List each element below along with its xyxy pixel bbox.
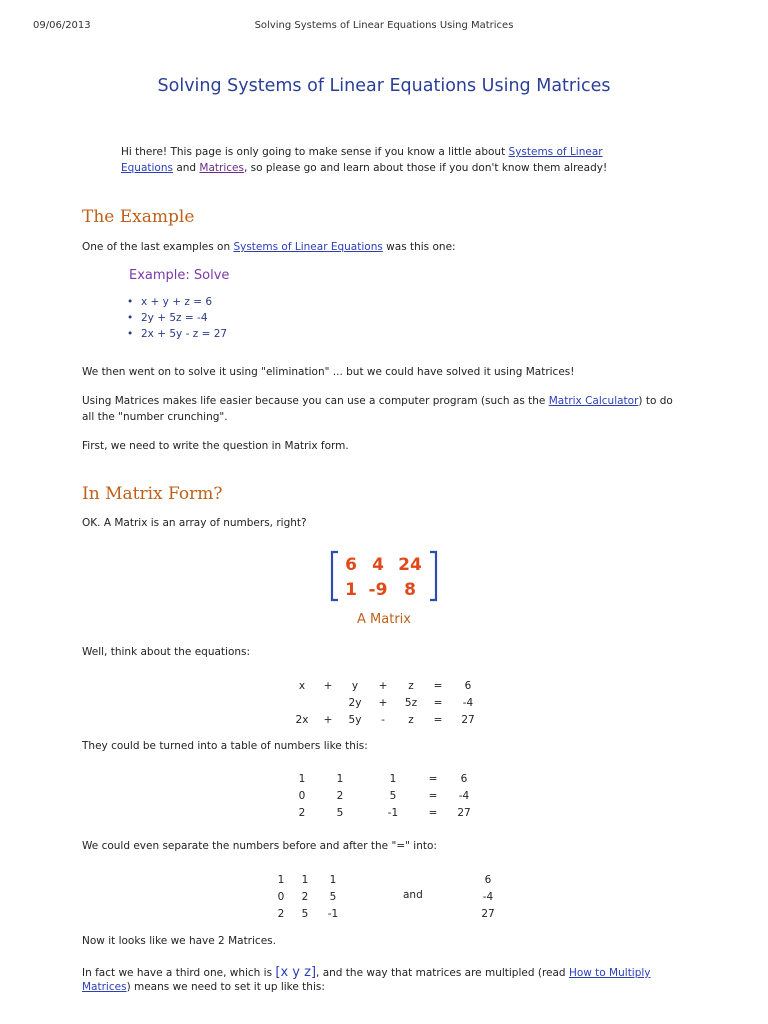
table-cell: 2y bbox=[348, 696, 362, 709]
split-right-matrix bbox=[470, 871, 506, 922]
table-cell: -1 bbox=[387, 806, 399, 819]
separate-numbers-text: We could even separate the numbers before and after the "=" into: bbox=[82, 840, 437, 852]
table-cell: z bbox=[408, 713, 414, 726]
and-label: and bbox=[403, 889, 423, 901]
table-row bbox=[292, 787, 480, 804]
table-cell: -1 bbox=[327, 907, 339, 920]
xyz-matrix: [x y z] bbox=[275, 965, 317, 980]
table-cell: 0 bbox=[277, 890, 285, 903]
matrix-bracket-drawing bbox=[328, 550, 440, 604]
link-systems-of-linear-equations-2[interactable]: Systems of Linear Equations bbox=[233, 241, 383, 253]
text: was this one: bbox=[382, 241, 456, 253]
table-cell: 1 bbox=[298, 772, 306, 785]
matrix-cell: -9 bbox=[368, 580, 388, 600]
equation-table bbox=[290, 677, 484, 728]
equation-list bbox=[127, 294, 227, 342]
list-item: • 2y + 5z = -4 bbox=[127, 310, 227, 326]
table-cell: z bbox=[408, 679, 414, 692]
table-row bbox=[470, 871, 506, 888]
table-cell: y bbox=[351, 679, 359, 692]
table-cell: 5 bbox=[301, 907, 309, 920]
table-cell: 2 bbox=[298, 806, 306, 819]
table-cell: 1 bbox=[277, 873, 285, 886]
matrix-cell: 24 bbox=[398, 555, 422, 575]
table-row bbox=[290, 694, 484, 711]
intro-paragraph bbox=[121, 144, 641, 176]
text: ) means we need to set it up like this: bbox=[126, 981, 325, 993]
example-intro-text bbox=[82, 241, 456, 253]
link-how-to-multiply[interactable]: How to Multiply bbox=[568, 967, 651, 979]
table-cell: 5z bbox=[404, 696, 418, 709]
matrix-cell: 6 bbox=[345, 555, 357, 575]
page-title: Solving Systems of Linear Equations Using Matrices bbox=[157, 76, 611, 96]
table-row bbox=[470, 888, 506, 905]
table-cell: 6 bbox=[464, 679, 472, 692]
table-cell bbox=[314, 694, 342, 711]
elimination-text: We then went on to solve it using "elimination" ... but we could have solved it using Matrices! bbox=[82, 366, 575, 378]
text: One of the last examples on bbox=[82, 241, 234, 253]
table-cell: 5 bbox=[336, 806, 344, 819]
table-cell: + bbox=[323, 713, 333, 726]
two-matrices-text: Now it looks like we have 2 Matrices. bbox=[82, 935, 276, 947]
table-row bbox=[290, 677, 484, 694]
table-cell: 27 bbox=[457, 806, 471, 819]
matrix-caption: A Matrix bbox=[357, 612, 411, 627]
matrix-form-text: First, we need to write the question in Matrix form. bbox=[82, 440, 349, 452]
table-cell: 1 bbox=[329, 873, 337, 886]
table-cell: 1 bbox=[336, 772, 344, 785]
number-crunching-text: all the "number crunching". bbox=[82, 411, 228, 423]
table-cell: 2 bbox=[336, 789, 344, 802]
table-cell bbox=[290, 694, 314, 711]
table-cell: -4 bbox=[482, 890, 494, 903]
left-bracket bbox=[332, 552, 338, 600]
table-cell: 2x bbox=[295, 713, 309, 726]
table-row bbox=[470, 905, 506, 922]
matrix-cell: 1 bbox=[345, 580, 357, 600]
table-cell: 5 bbox=[329, 890, 337, 903]
table-cell: = bbox=[433, 713, 443, 726]
matrix-image bbox=[328, 550, 440, 604]
table-cell: 6 bbox=[460, 772, 468, 785]
print-date: 09/06/2013 bbox=[33, 20, 91, 31]
table-cell: 5 bbox=[389, 789, 397, 802]
text: In fact we have a third one, which is bbox=[82, 967, 276, 979]
text: , and the way that matrices are multipled (read bbox=[316, 967, 569, 979]
table-cell: 2 bbox=[301, 890, 309, 903]
third-matrix-text-line2 bbox=[82, 981, 325, 993]
intro-text-3: , so please go and learn about those if you don't know them already! bbox=[243, 162, 608, 174]
table-cell: 2 bbox=[277, 907, 285, 920]
table-row bbox=[271, 888, 347, 905]
link-multiply-matrices[interactable]: Matrices bbox=[82, 981, 127, 993]
table-cell: -4 bbox=[462, 696, 474, 709]
table-row bbox=[292, 804, 480, 821]
list-item: • 2x + 5y - z = 27 bbox=[127, 326, 227, 342]
heading-in-matrix-form: In Matrix Form? bbox=[82, 484, 223, 504]
heading-the-example: The Example bbox=[82, 207, 195, 227]
table-cell: 1 bbox=[389, 772, 397, 785]
table-cell: - bbox=[381, 713, 385, 726]
link-systems-of-linear-equations[interactable]: Systems of Linear Equations bbox=[121, 146, 603, 174]
example-title: Example: Solve bbox=[129, 268, 230, 283]
text: ) to do bbox=[638, 395, 673, 407]
link-matrix-calculator[interactable]: Matrix Calculator bbox=[548, 395, 639, 407]
table-row bbox=[292, 770, 480, 787]
print-page-title: Solving Systems of Linear Equations Using Matrices bbox=[254, 20, 514, 31]
table-cell: + bbox=[323, 679, 333, 692]
text: Using Matrices makes life easier because you can use a computer program (such as the bbox=[82, 395, 549, 407]
table-cell: = bbox=[428, 806, 438, 819]
number-table bbox=[292, 770, 480, 821]
table-row bbox=[271, 871, 347, 888]
link-matrices[interactable]: Matrices bbox=[199, 162, 244, 174]
table-cell: -4 bbox=[458, 789, 470, 802]
table-cell: 5y bbox=[348, 713, 362, 726]
table-cell: = bbox=[428, 772, 438, 785]
table-cell: + bbox=[378, 696, 388, 709]
intro-text-1: Hi there! This page is only going to make sense if you know a little about bbox=[121, 146, 509, 158]
equations-text: Well, think about the equations: bbox=[82, 646, 251, 658]
third-matrix-text bbox=[82, 965, 651, 980]
table-cell: = bbox=[428, 789, 438, 802]
table-cell: 27 bbox=[481, 907, 495, 920]
table-cell: 1 bbox=[301, 873, 309, 886]
table-cell: 0 bbox=[298, 789, 306, 802]
table-cell: 27 bbox=[461, 713, 475, 726]
table-row bbox=[271, 905, 347, 922]
table-cell: = bbox=[433, 679, 443, 692]
intro-text-2: and bbox=[172, 162, 200, 174]
table-of-numbers-text: They could be turned into a table of numbers like this: bbox=[82, 740, 368, 752]
matrix-cell: 4 bbox=[372, 555, 384, 575]
list-item: • x + y + z = 6 bbox=[127, 294, 227, 310]
table-row bbox=[290, 711, 484, 728]
split-left-matrix bbox=[271, 871, 347, 922]
table-cell: = bbox=[433, 696, 443, 709]
matrix-definition-text: OK. A Matrix is an array of numbers, right? bbox=[82, 517, 307, 529]
matrix-calculator-text bbox=[82, 395, 673, 407]
table-cell: + bbox=[378, 679, 388, 692]
matrix-cell: 8 bbox=[404, 580, 416, 600]
right-bracket bbox=[430, 552, 436, 600]
table-cell: x bbox=[298, 679, 306, 692]
table-cell: 6 bbox=[484, 873, 492, 886]
